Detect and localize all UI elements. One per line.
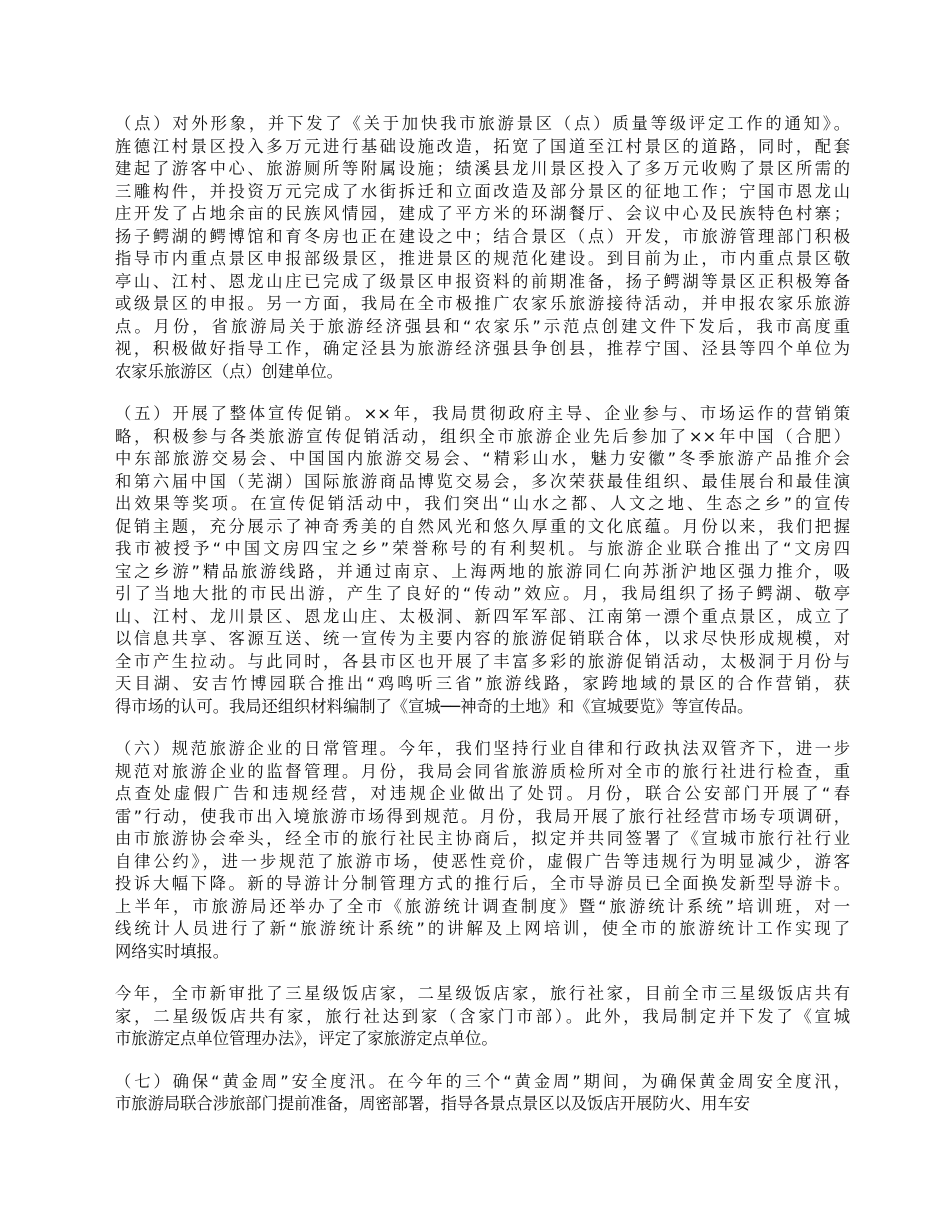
text-line: 指导市内重点景区申报部级景区，推进景区的规范化建设。到目前为止，市内重点景区敬: [115, 249, 850, 268]
paragraph: [115, 403, 850, 718]
text-line: 山、江村、龙川景区、恩龙山庄、太极洞、新四军军部、江南第一漂个重点景区，成立了: [115, 606, 850, 626]
text-line: （六）规范旅游企业的日常管理。今年，我们坚持行业自律和行政执法双管齐下，进一步: [115, 739, 850, 758]
document-body: [115, 113, 850, 1136]
text-line: 规范对旅游企业的监督管理。月份，我局会同省旅游质检所对全市的旅行社进行检查，重: [115, 761, 850, 781]
text-line: 今年，全市新审批了三星级饭店家，二星级饭店家，旅行社家，目前全市三星级饭店共有: [115, 984, 850, 1003]
text-line: 市旅游定点单位管理办法》，评定了家旅游定点单位。: [115, 1029, 498, 1048]
text-line: 视，积极做好指导工作，确定泾县为旅游经济强县争创县，推荐宁国、泾县等四个单位为: [115, 339, 850, 358]
text-line: 农家乐旅游区（点）创建单位。: [115, 361, 343, 381]
text-line: 亭山、江村、恩龙山庄已完成了级景区申报资料的前期准备，扬子鳄湖等景区正积极筹备: [115, 271, 850, 291]
text-line: 点查处虚假广告和违规经营，对违规企业做出了处罚。月份，联合公安部门开展了“春: [115, 784, 850, 803]
text-line: 全市产生拉动。与此同时，各县市区也开展了丰富多彩的旅游促销活动，太极洞于月份与: [115, 651, 850, 671]
text-line: 家，二星级饭店共有家，旅行社达到家（含家门市部）。此外，我局制定并下发了《宣城: [115, 1006, 850, 1026]
paragraph: [115, 738, 850, 963]
text-line: 庄开发了占地余亩的民族风情园，建成了平方米的环湖餐厅、会议中心及民族特色村寨；: [115, 204, 850, 223]
text-line: 我市被授予“中国文房四宝之乡”荣誉称号的有利契机。与旅游企业联合推出了“文房四: [115, 539, 850, 558]
text-line: 宝之乡游”精品旅游线路，并通过南京、上海两地的旅游同仁向苏浙沪地区强力推介，吸: [115, 561, 850, 581]
text-line: 网络实时填报。: [115, 941, 229, 961]
text-line: 投诉大幅下降。新的导游计分制管理方式的推行后，全市导游员已全面换发新型导游卡。: [115, 874, 850, 893]
text-line: 线统计人员进行了新“旅游统计系统”的讲解及上网培训，使全市的旅游统计工作实现了: [115, 919, 850, 938]
text-line: 略，积极参与各类旅游宣传促销活动，组织全市旅游企业先后参加了××年中国（合肥）: [115, 426, 850, 446]
text-line: 得市场的认可。我局还组织材料编制了《宣城──神奇的土地》和《宣城要览》等宣传品。: [115, 696, 754, 716]
text-line: 雷”行动，使我市出入境旅游市场得到规范。月份，我局开展了旅行社经营市场专项调研，: [115, 806, 850, 826]
text-line: 或级景区的申报。另一方面，我局在全市极推广农家乐旅游接待活动，并申报农家乐旅游: [115, 294, 850, 313]
text-line: （七）确保“黄金周”安全度汛。在今年的三个“黄金周”期间，为确保黄金周安全度汛，: [115, 1071, 850, 1091]
text-line: （五）开展了整体宣传促销。××年，我局贯彻政府主导、企业参与、市场运作的营销策: [115, 404, 850, 423]
text-line: 扬子鳄湖的鳄博馆和育冬房也正在建设之中；结合景区（点）开发，市旅游管理部门积极: [115, 226, 850, 246]
text-line: 三雕构件，并投资万元完成了水街拆迁和立面改造及部分景区的征地工作；宁国市恩龙山: [115, 181, 850, 201]
text-line: 出效果等奖项。在宣传促销活动中，我们突出“山水之都、人文之地、生态之乡”的宣传: [115, 494, 850, 513]
text-line: 和第六届中国（芜湖）国际旅游商品博览交易会，多次荣获最佳组织、最佳展台和最佳演: [115, 471, 850, 491]
text-line: （点）对外形象，并下发了《关于加快我市旅游景区（点）质量等级评定工作的通知》。: [115, 114, 850, 133]
text-line: 点。月份，省旅游局关于旅游经济强县和“农家乐”示范点创建文件下发后，我市高度重: [115, 316, 850, 336]
text-line: 上半年，市旅游局还举办了全市《旅游统计调查制度》暨“旅游统计系统”培训班，对一: [115, 896, 850, 916]
paragraph: [115, 983, 850, 1051]
text-line: 建起了游客中心、旅游厕所等附属设施；绩溪县龙川景区投入了多万元收购了景区所需的: [115, 159, 850, 178]
text-line: 旌德江村景区投入多万元进行基础设施改造，拓宽了国道至江村景区的道路，同时，配套: [115, 136, 850, 156]
text-line: 促销主题，充分展示了神奇秀美的自然风光和悠久厚重的文化底蕴。月份以来，我们把握: [115, 516, 850, 536]
text-line: 由市旅游协会牵头，经全市的旅行社民主协商后，拟定并共同签署了《宣城市旅行社行业: [115, 829, 850, 848]
paragraph: [115, 1071, 850, 1116]
text-line: 天目湖、安吉竹博园联合推出“鸡鸣听三省”旅游线路，家跨地域的景区的合作营销，获: [115, 674, 850, 693]
text-line: 引了当地大批的市民出游，产生了良好的“传动”效应。月，我局组织了扬子鳄湖、敬亭: [115, 584, 850, 603]
text-line: 市旅游局联合涉旅部门提前准备，周密部署，指导各景点景区以及饭店开展防火、用车安: [115, 1094, 750, 1113]
text-line: 中东部旅游交易会、中国国内旅游交易会、“精彩山水，魅力安徽”冬季旅游产品推介会: [115, 449, 850, 468]
text-line: 自律公约》，进一步规范了旅游市场，使恶性竞价，虚假广告等违规行为明显减少，游客: [115, 851, 850, 871]
text-line: 以信息共享、客源互送、统一宣传为主要内容的旅游促销联合体，以求尽快形成规模，对: [115, 629, 850, 648]
paragraph: [115, 113, 850, 383]
